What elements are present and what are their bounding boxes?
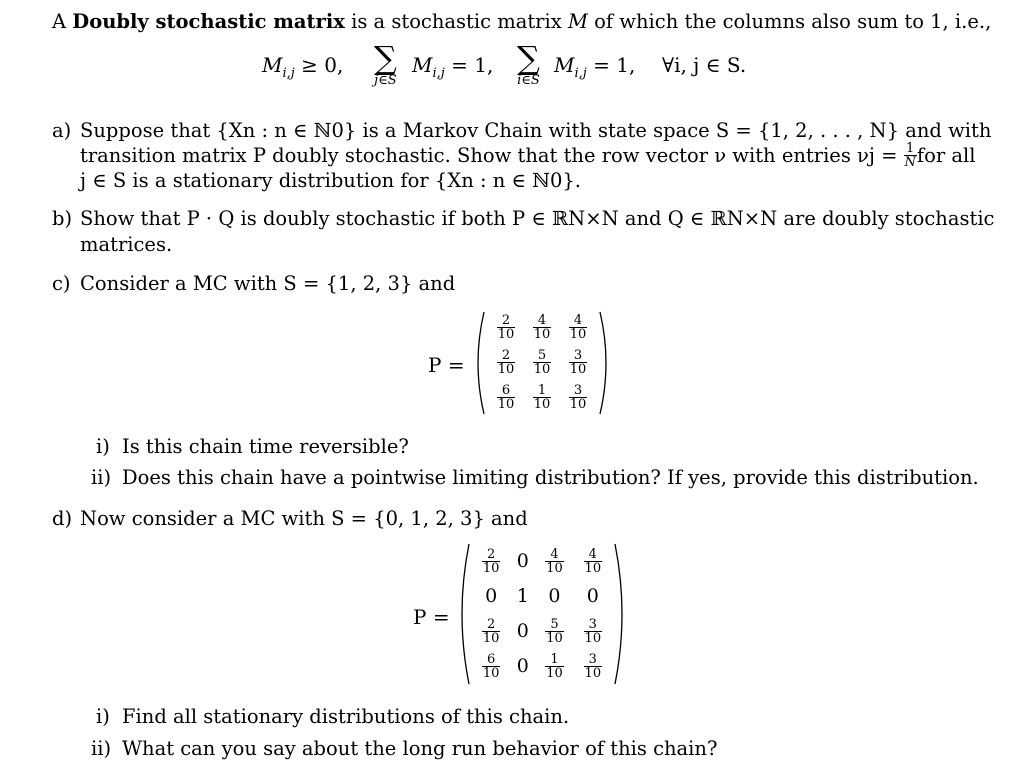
part-c-item-1-label: i) [96, 435, 110, 458]
part-d-line-1: Now consider a MC with S = {0, 1, 2, 3} and [80, 507, 528, 530]
intro-rest-a: is a stochastic matrix [351, 10, 562, 33]
matrix-row [472, 614, 612, 649]
part-c-item-2-label: ii) [91, 466, 112, 489]
matrix-row [488, 380, 596, 415]
matrix-fraction: $\frac{6}{10}$ [497, 383, 515, 412]
matrix-cell [535, 649, 573, 684]
matrix-fraction: $\frac{1}{10}$ [546, 652, 563, 681]
matrix-cell: 0 [548, 585, 561, 608]
intro-sentence [52, 9, 991, 34]
part-a-line-2-tail: for all [916, 143, 976, 167]
matrix-fraction: $\frac{3}{10}$ [584, 617, 602, 646]
part-c-item-1-text: Is this chain time reversible? [122, 435, 409, 458]
part-c-transition-matrix [474, 310, 610, 416]
matrix-cell: 0 [516, 655, 529, 678]
matrix-fraction: $\frac{3}{10}$ [584, 652, 602, 681]
matrix-cell [472, 614, 510, 649]
matrix-cell [574, 614, 612, 649]
matrix-fraction: $\frac{3}{10}$ [569, 383, 587, 412]
matrix-cell [524, 310, 560, 345]
part-a-line-2-text: transition matrix P doubly stochastic. Show that the row vector ν with entries νj = [80, 143, 898, 167]
part-c-matrix-label: P = [428, 353, 465, 377]
part-d-item-2-label: ii) [91, 737, 112, 760]
matrix-cell: 0 [516, 620, 529, 643]
part-c-item-2-text: Does this chain have a pointwise limiting distribution? If yes, provide this distribution. [122, 466, 979, 489]
part-b-line-1: Show that P · Q is doubly stochastic if both P ∈ ℝN×N and Q ∈ ℝN×N are doubly stochastic [80, 207, 995, 230]
matrix-fraction: $\frac{2}{10}$ [482, 547, 500, 576]
part-d-item-2-text: What can you say about the long run behavior of this chain? [122, 737, 718, 760]
column-sum-symbol: ∑ i∈S [517, 39, 540, 88]
matrix-fraction: $\frac{1}{10}$ [533, 383, 551, 412]
matrix-fraction: $\frac{4}{10}$ [546, 547, 563, 576]
matrix-row [472, 579, 612, 614]
part-b-label: b) [52, 207, 73, 230]
matrix-fraction: $\frac{2}{10}$ [482, 617, 500, 646]
matrix-cell [472, 649, 510, 684]
matrix-fraction: $\frac{3}{10}$ [569, 348, 587, 377]
intro-rest-b: of which the columns also sum to 1, i.e., [594, 10, 992, 33]
row-sum-term: $M_{i,j} = 1$, [412, 53, 494, 81]
matrix-fraction: $\frac{5}{10}$ [546, 617, 563, 646]
part-a-fraction: $\frac{1}{N}$ [904, 141, 916, 170]
matrix-row [472, 649, 612, 684]
part-d-item-1-label: i) [96, 705, 110, 728]
matrix-fraction: $\frac{5}{10}$ [533, 348, 551, 377]
matrix-cell [574, 544, 612, 579]
matrix-cell: 0 [485, 585, 498, 608]
nonneg-condition: $M_{i,j} \ge 0$, [262, 53, 344, 81]
matrix-fraction: $\frac{2}{10}$ [497, 313, 515, 342]
matrix-fraction: $\frac{4}{10}$ [584, 547, 602, 576]
matrix-cell: 0 [516, 550, 529, 573]
row-sum-symbol: ∑ j∈S [374, 39, 397, 88]
part-a-line-3: j ∈ S is a stationary distribution for {Xn : n ∈ ℕ0}. [80, 169, 581, 192]
part-a-line-1: Suppose that {Xn : n ∈ ℕ0} is a Markov Chain with state space S = {1, 2, . . . , N} and with [80, 119, 992, 142]
matrix-cell [488, 310, 524, 345]
matrix-fraction: $\frac{4}{10}$ [533, 313, 551, 342]
part-d-transition-matrix [458, 542, 626, 686]
column-sum-term: $M_{i,j} = 1$, [554, 53, 636, 81]
matrix-row [488, 310, 596, 345]
intro-term: Doubly stochastic matrix [72, 10, 345, 33]
matrix-fraction: $\frac{2}{10}$ [497, 348, 515, 377]
quantifier: ∀i, j ∈ S. [662, 53, 747, 77]
matrix-cell [524, 380, 560, 415]
matrix-grid [472, 544, 612, 684]
part-d-label: d) [52, 507, 73, 530]
matrix-cell [488, 380, 524, 415]
matrix-row [488, 345, 596, 380]
matrix-fraction: $\frac{6}{10}$ [482, 652, 500, 681]
part-d-matrix-label: P = [413, 605, 450, 629]
matrix-cell [535, 544, 573, 579]
matrix-row [472, 544, 612, 579]
intro-article: A [52, 10, 67, 33]
matrix-cell [472, 544, 510, 579]
part-c-line-1: Consider a MC with S = {1, 2, 3} and [80, 272, 456, 295]
matrix-fraction: $\frac{4}{10}$ [569, 313, 587, 342]
matrix-cell [574, 649, 612, 684]
matrix-grid [488, 310, 596, 415]
matrix-cell: 1 [516, 585, 529, 608]
matrix-cell [488, 345, 524, 380]
matrix-cell [535, 614, 573, 649]
intro-matrix-symbol: M [567, 10, 588, 33]
part-c-label: c) [52, 272, 71, 295]
part-a-line-2 [80, 141, 976, 170]
matrix-cell [560, 310, 596, 345]
matrix-cell [560, 345, 596, 380]
part-a-label: a) [52, 119, 72, 142]
part-d-item-1-text: Find all stationary distributions of this chain. [122, 705, 570, 728]
part-b-line-2: matrices. [80, 233, 173, 256]
matrix-cell: 0 [586, 585, 599, 608]
matrix-cell [524, 345, 560, 380]
matrix-cell [560, 380, 596, 415]
